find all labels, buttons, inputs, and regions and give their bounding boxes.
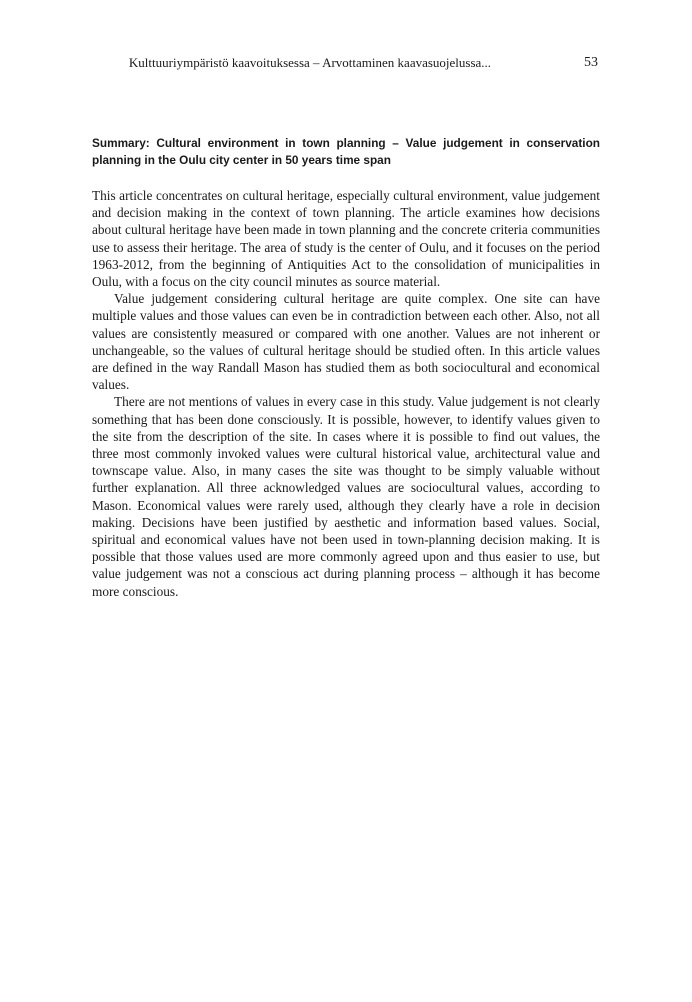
body-paragraph-2: Value judgement considering cultural heritage are quite complex. One site can have multiple values and those values can even be in contradiction between each other. Also, not all values are consistently measured or compared with one another. Values are not inherent or unchangeable, so the values of cultural heritage should be studied often. In this article values are defined in the way Randall Mason has studied them as both sociocultural and economical values.: [92, 291, 600, 393]
running-header: [92, 54, 600, 72]
body-paragraph-3: There are not mentions of values in every case in this study. Value judgement is not clearly something that has been done consciously. It is possible, however, to identify values given to the site from the description of the site. In cases where it is possible to find out values, the three most commonly invoked values were cultural historical value, architectural value and townscape value. Also, in many cases the site was thought to be simply valuable without further explanation. All three acknowledged values are sociocultural values, according to Mason. Economical values were rarely used, although they clearly have a role in decision making. Decisions have been justified by aesthetic and information based values. Social, spiritual and economical values have not been used in town-planning decision making. It is possible that those values used are more commonly agreed upon and thus easier to use, but value judgement was not a conscious act during planning process – although it has become more conscious.: [92, 394, 600, 599]
running-title: Kulttuuriympäristö kaavoituksessa – Arvottaminen kaavasuojelussa...: [128, 55, 492, 70]
summary-heading: Summary: Cultural environment in town planning – Value judgement in conservation planning in the Oulu city center in 50 years time span: [92, 136, 600, 167]
body-paragraph-1: This article concentrates on cultural heritage, especially cultural environment, value judgement and decision making in the context of town planning. The article examines how decisions about cultural heritage have been made in town planning and the concrete criteria communities use to assess their heritage. The area of study is the center of Oulu, and it focuses on the period 1963-2012, from the beginning of Antiquities Act to the consolidation of municipalities in Oulu, with a focus on the city council minutes as source material.: [92, 188, 600, 290]
page-number: 53: [584, 55, 598, 70]
article-body: [92, 187, 600, 600]
